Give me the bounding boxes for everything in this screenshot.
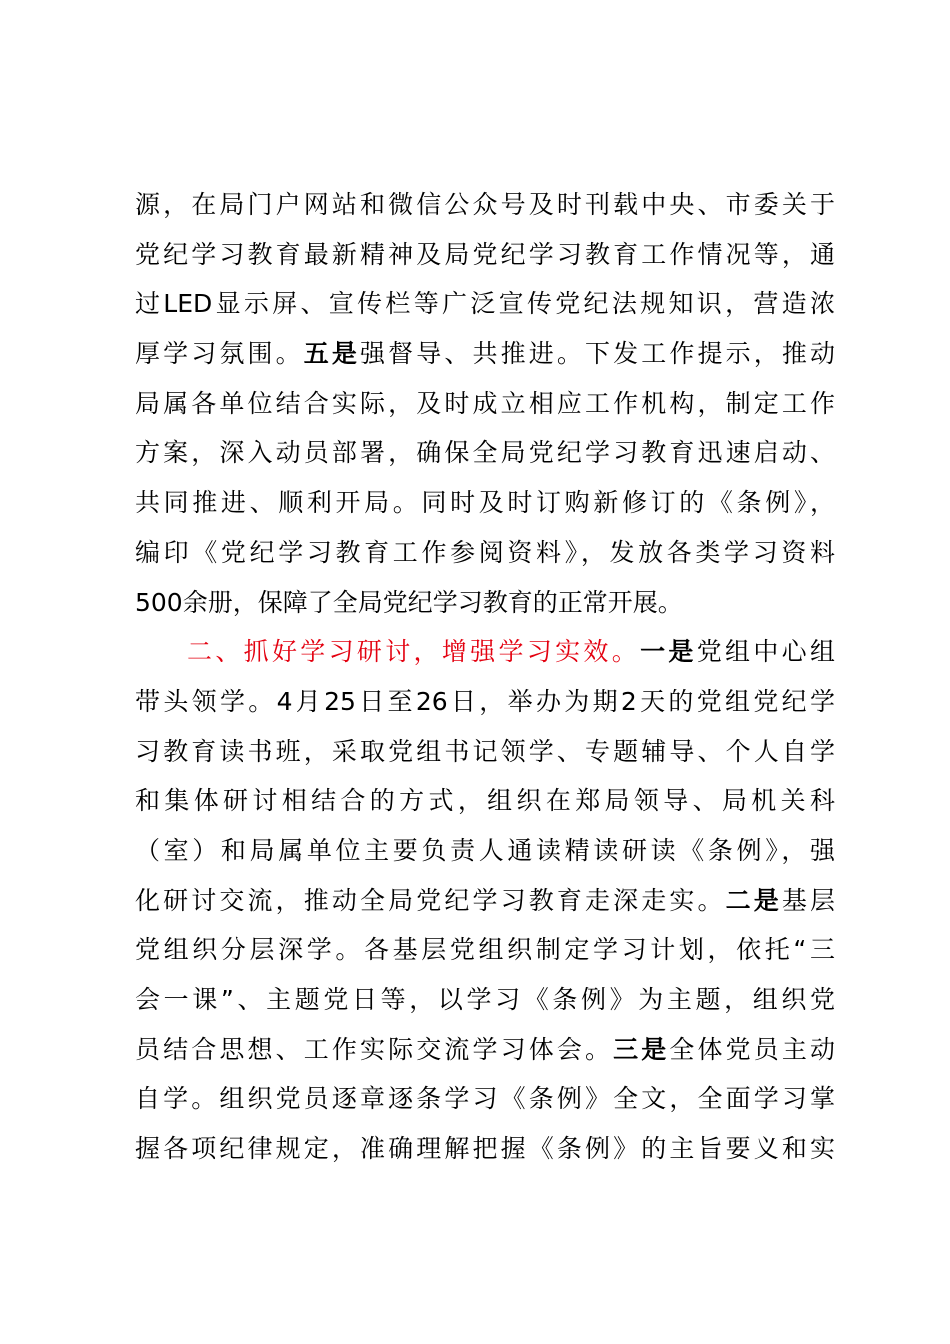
text-line	[135, 379, 835, 429]
emphasis-run: 五是	[303, 339, 360, 369]
emphasis-run: 三是	[613, 1034, 670, 1064]
text-run: 党组织分层深学。各基层党组织制定学习计划，依托“三	[135, 935, 835, 965]
section-heading-line	[135, 627, 835, 677]
text-line	[135, 180, 835, 230]
text-line	[135, 478, 835, 528]
text-run: 自学。组织党员逐章逐条学习《条例》全文，全面学习掌	[135, 1084, 835, 1114]
text-run: 员结合思想、工作实际交流学习体会。	[135, 1034, 614, 1064]
text-run: （室）和局属单位主要负责人通读精读研读《条例》，强	[135, 835, 835, 865]
text-run: 党组中心组	[696, 637, 835, 667]
text-line	[135, 677, 835, 727]
text-run: 全体党员主动	[669, 1034, 835, 1064]
text-line	[135, 826, 835, 876]
text-line	[135, 329, 835, 379]
text-run: 500余册，保障了全局党纪学习教育的正常开展。	[135, 587, 683, 617]
text-run: 化研讨交流，推动全局党纪学习教育走深走实。	[135, 885, 726, 915]
text-line	[135, 975, 835, 1025]
text-run: 习教育读书班，采取党组书记领学、专题辅导、个人自学	[135, 736, 835, 766]
text-run: 编印《党纪学习教育工作参阅资料》，发放各类学习资料	[135, 537, 835, 567]
body-text	[135, 180, 835, 1174]
text-run: 带头领学。4月25日至26日，举办为期2天的党组党纪学	[135, 686, 835, 716]
text-run: 厚学习氛围。	[135, 339, 304, 369]
text-line	[135, 578, 835, 628]
text-run: 会一课”、主题党日等，以学习《条例》为主题，组织党	[135, 985, 835, 1014]
text-line	[135, 279, 835, 329]
text-run: 过LED显示屏、宣传栏等广泛宣传党纪法规知识，营造浓	[135, 289, 835, 319]
text-run: 基层	[781, 885, 835, 915]
text-line	[135, 428, 835, 478]
text-line	[135, 1124, 835, 1174]
text-line	[135, 776, 835, 826]
emphasis-run: 一是	[640, 637, 697, 667]
text-run: 强督导、共推进。下发工作提示，推动	[360, 339, 835, 369]
text-run: 握各项纪律规定，准确理解把握《条例》的主旨要义和实	[135, 1134, 835, 1164]
text-line	[135, 876, 835, 926]
text-run: 共同推进、顺利开局。同时及时订购新修订的《条例》，	[135, 488, 835, 518]
emphasis-run: 二是	[725, 885, 782, 915]
text-line	[135, 528, 835, 578]
text-run: 和集体研讨相结合的方式，组织在郑局领导、局机关科	[135, 786, 835, 816]
text-run: 局属各单位结合实际，及时成立相应工作机构，制定工作	[135, 388, 835, 418]
text-run: 党纪学习教育最新精神及局党纪学习教育工作情况等，通	[135, 239, 835, 269]
text-run: 源，在局门户网站和微信公众号及时刊载中央、市委关于	[135, 190, 835, 219]
text-line	[135, 925, 835, 975]
text-run: 方案，深入动员部署，确保全局党纪学习教育迅速启动、	[135, 438, 835, 468]
text-line	[135, 1025, 835, 1075]
text-line	[135, 1074, 835, 1124]
section-heading: 二、抓好学习研讨，增强学习实效。	[187, 637, 641, 667]
text-line	[135, 230, 835, 280]
text-line	[135, 727, 835, 777]
